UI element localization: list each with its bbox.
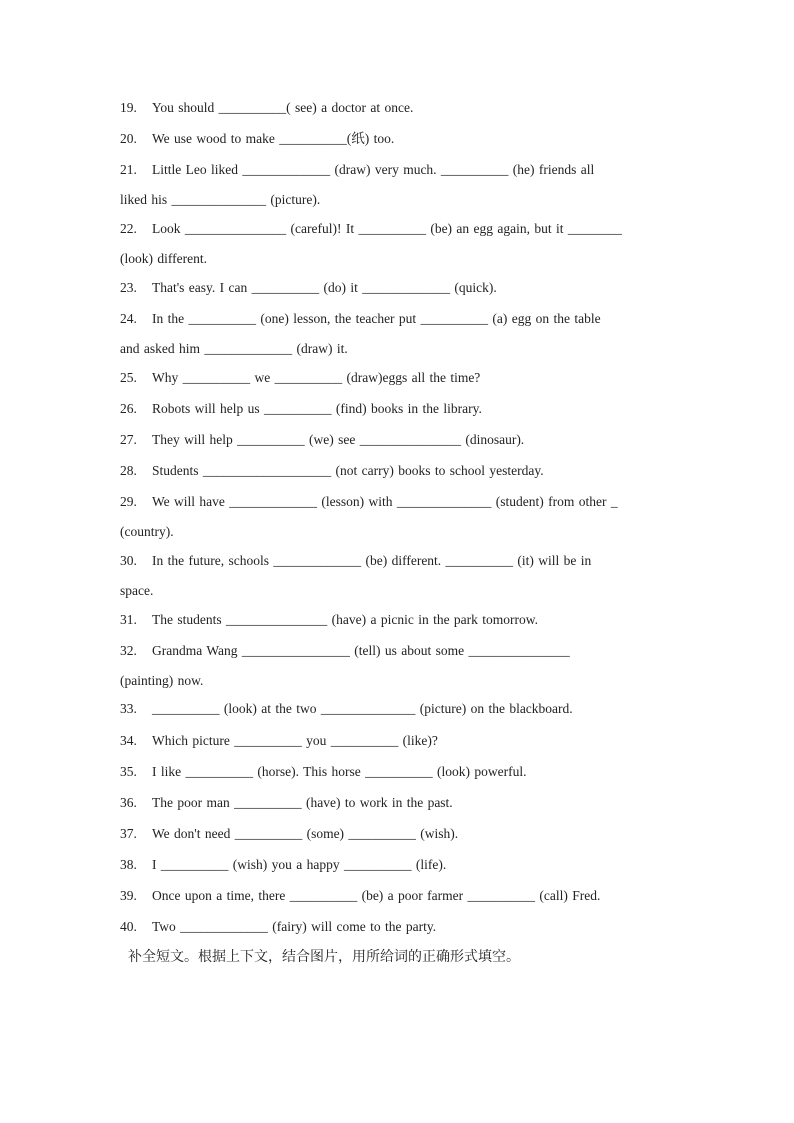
- question-line: [120, 825, 680, 843]
- question-line: [120, 611, 680, 629]
- question-line: [120, 856, 680, 874]
- question-text: You should __________( see) a doctor at once.: [152, 100, 414, 115]
- question-line: [120, 763, 680, 781]
- question-text: The poor man __________ (have) to work in the past.: [152, 795, 453, 810]
- question-number: 27.: [120, 432, 137, 447]
- question-line: [120, 918, 680, 936]
- question-number: 30.: [120, 553, 137, 568]
- question-text: Grandma Wang ________________ (tell) us about some _______________: [152, 643, 570, 658]
- question-line: [120, 794, 680, 812]
- question-text: Robots will help us __________ (find) books in the library.: [152, 401, 482, 416]
- question-line: [120, 431, 680, 449]
- question-text: In the future, schools _____________ (be) different. __________ (it) will be in: [152, 553, 592, 568]
- question-number: 25.: [120, 370, 137, 385]
- question-line: [120, 161, 680, 179]
- question-line: [120, 642, 680, 660]
- question-line: [120, 462, 680, 480]
- question-number: 36.: [120, 795, 137, 810]
- question-number: 28.: [120, 463, 137, 478]
- question-line: [120, 493, 680, 511]
- question-continuation: [120, 582, 680, 600]
- question-line: [120, 279, 680, 297]
- question-number: 34.: [120, 733, 137, 748]
- question-line: [120, 732, 680, 750]
- question-number: 38.: [120, 857, 137, 872]
- question-text: space.: [120, 583, 154, 598]
- question-line: [120, 400, 680, 418]
- question-text: and asked him _____________ (draw) it.: [120, 341, 348, 356]
- question-line: [120, 99, 680, 117]
- question-number: 26.: [120, 401, 137, 416]
- question-text: liked his ______________ (picture).: [120, 192, 321, 207]
- question-number: 29.: [120, 494, 137, 509]
- question-text: We use wood to make __________(纸) too.: [152, 131, 395, 146]
- question-number: 37.: [120, 826, 137, 841]
- question-text: Why __________ we __________ (draw)eggs all the time?: [152, 370, 481, 385]
- question-text: Look _______________ (careful)! It __________ (be) an egg again, but it ________: [152, 221, 622, 236]
- question-line: [120, 130, 680, 148]
- question-text: (painting) now.: [120, 673, 204, 688]
- question-text: Little Leo liked _____________ (draw) very much. __________ (he) friends all: [152, 162, 595, 177]
- question-number: 23.: [120, 280, 137, 295]
- question-text: That's easy. I can __________ (do) it _____________ (quick).: [152, 280, 497, 295]
- question-number: 24.: [120, 311, 137, 326]
- question-text: The students _______________ (have) a picnic in the park tomorrow.: [152, 612, 539, 627]
- question-line: [120, 700, 680, 718]
- question-text: We don't need __________ (some) __________ (wish).: [152, 826, 459, 841]
- question-line: [120, 310, 680, 328]
- question-number: 21.: [120, 162, 137, 177]
- question-number: 31.: [120, 612, 137, 627]
- question-number: 35.: [120, 764, 137, 779]
- question-text: __________ (look) at the two ______________ (picture) on the blackboard.: [152, 701, 573, 716]
- question-number: 22.: [120, 221, 137, 236]
- question-text: I __________ (wish) you a happy __________ (life).: [152, 857, 447, 872]
- question-text: Which picture __________ you __________ (like)?: [152, 733, 438, 748]
- question-continuation: [120, 523, 680, 541]
- question-text: Two _____________ (fairy) will come to the party.: [152, 919, 437, 934]
- question-line: [120, 369, 680, 387]
- question-text: They will help __________ (we) see _______________ (dinosaur).: [152, 432, 525, 447]
- question-number: 40.: [120, 919, 137, 934]
- question-continuation: [120, 340, 680, 358]
- question-text: Once upon a time, there __________ (be) a poor farmer __________ (call) Fred.: [152, 888, 601, 903]
- question-continuation: [120, 672, 680, 690]
- question-number: 32.: [120, 643, 137, 658]
- question-number: 33.: [120, 701, 137, 716]
- question-text: We will have _____________ (lesson) with ______________ (student) from other _: [152, 494, 618, 509]
- question-line: [120, 887, 680, 905]
- question-line: [120, 220, 680, 238]
- question-continuation: [120, 191, 680, 209]
- question-text: In the __________ (one) lesson, the teacher put __________ (a) egg on the table: [152, 311, 601, 326]
- question-text: I like __________ (horse). This horse __________ (look) powerful.: [152, 764, 527, 779]
- question-continuation: [120, 250, 680, 268]
- question-text: (look) different.: [120, 251, 207, 266]
- question-number: 20.: [120, 131, 137, 146]
- question-text: (country).: [120, 524, 174, 539]
- question-number: 39.: [120, 888, 137, 903]
- section-instruction: 补全短文。根据上下文，结合图片，用所给词的正确形式填空。: [128, 949, 520, 965]
- question-number: 19.: [120, 100, 137, 115]
- question-text: Students ___________________ (not carry) books to school yesterday.: [152, 463, 544, 478]
- question-line: [120, 552, 680, 570]
